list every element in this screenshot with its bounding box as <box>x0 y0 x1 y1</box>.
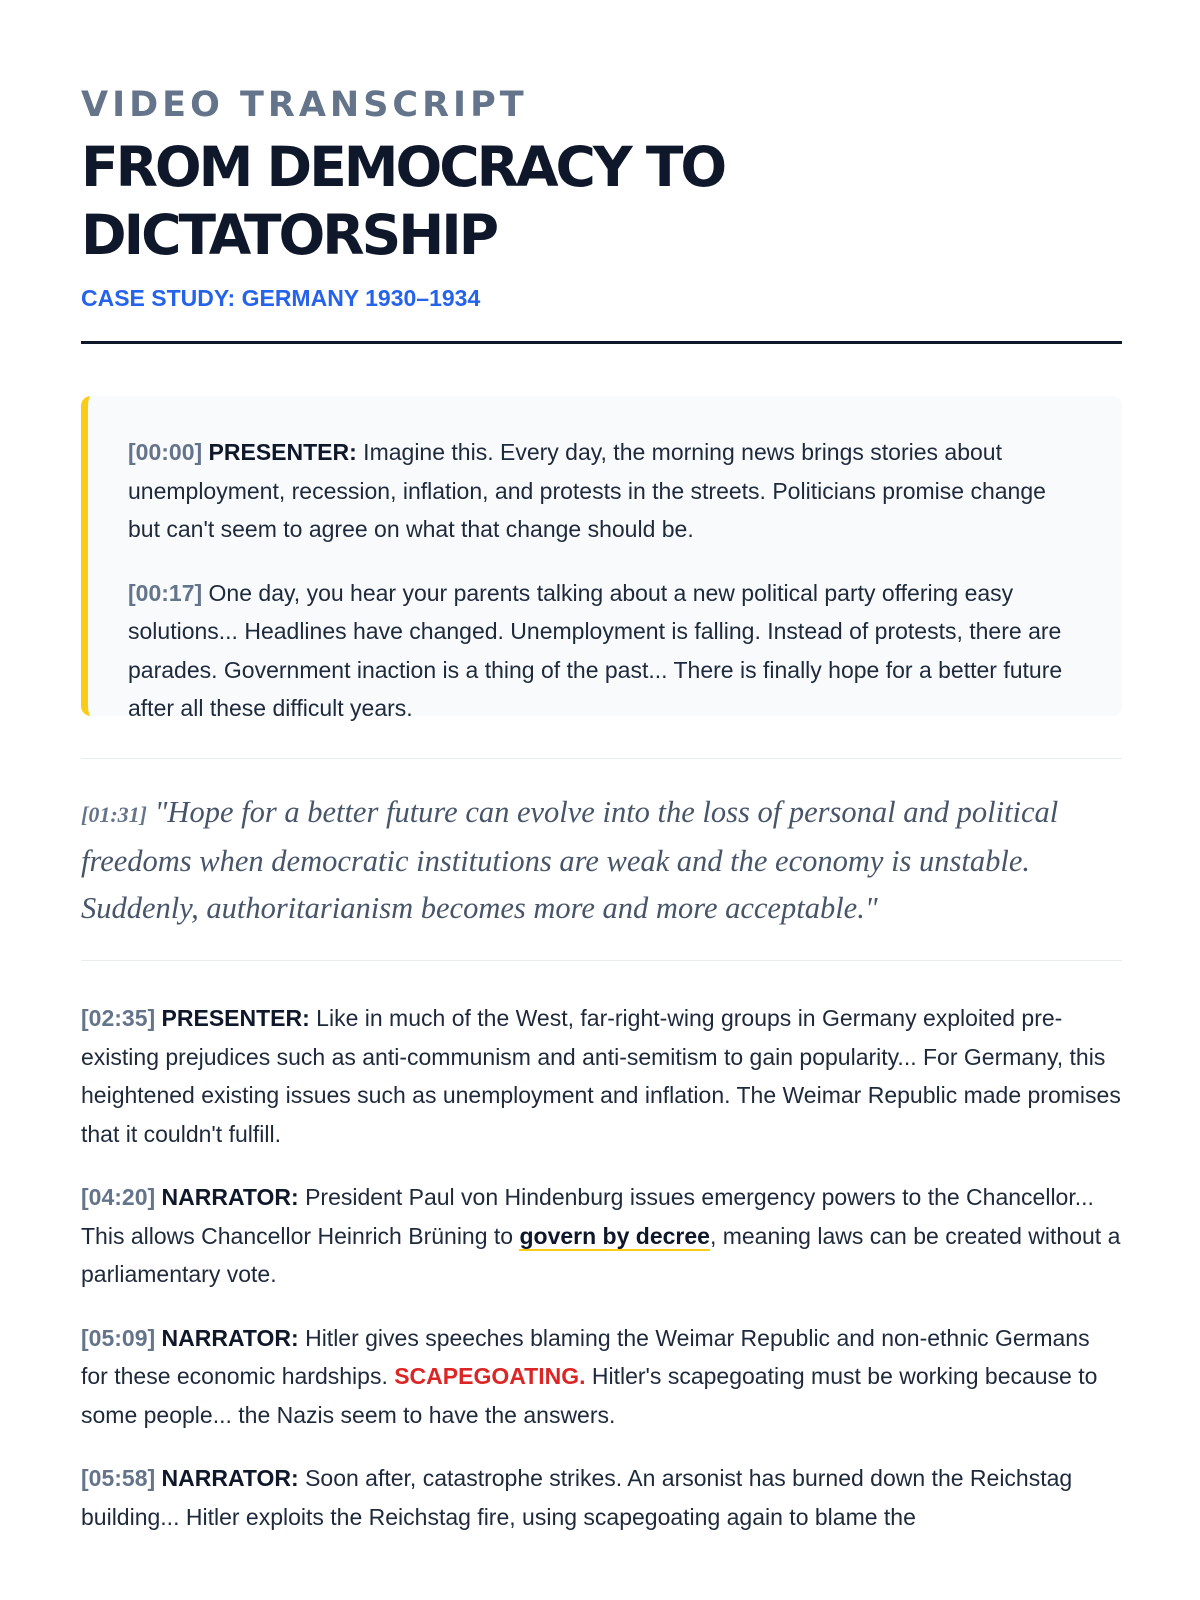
paragraph-text: Like in much of the West, far-right-wing groups in Germany exploited pre-existing prejudices such as anti-communism and anti-semitism to gain popularity... For Germany, this heightened existing issues such as unemployment and inflation. The Weimar Republic made promises that it couldn't fulfill. <box>81 1005 1121 1147</box>
timestamp: [01:31] <box>81 802 147 827</box>
speaker-label: NARRATOR: <box>161 1324 299 1351</box>
paragraph-text: Hitler's scapegoating must be working because to some people... the Nazis seem to have the answers. <box>81 1363 1098 1428</box>
speaker-label: NARRATOR: <box>161 1184 299 1210</box>
timestamp: [04:20] <box>81 1184 156 1210</box>
title-line-2: DICTATORSHIP <box>81 203 497 267</box>
quote-bottom-divider <box>81 960 1122 961</box>
transcript-paragraph <box>81 1319 1122 1435</box>
paragraph-text: Hitler gives speeches blaming the Weimar Republic and non-ethnic Germans for these economic hardships. <box>81 1324 1090 1389</box>
title-line-1: FROM DEMOCRACY TO <box>81 135 725 199</box>
paragraph-text: Soon after, catastrophe strikes. An arsonist has burned down the Reichstag building... Hitler exploits the Reichstag fire, using scapegoating again to blame the <box>81 1465 1073 1530</box>
paragraph-text: Imagine this. Every day, the morning news brings stories about unemployment, recession, inflation, and protests in the streets. Politicians promise change but can't seem to agree on what that change should be. <box>128 439 1046 542</box>
timestamp: [05:09] <box>81 1324 156 1351</box>
transcript-page <box>81 80 1122 1561</box>
timestamp: [00:00] <box>128 439 203 465</box>
paragraph-text: One day, you hear your parents talking about a new political party offering easy solutions... Headlines have changed. Unemployment is falling. Instead of protests, there are parades. Government inaction is a thing of the past... There is finally hope for a better future after all these difficult years. <box>128 579 1063 721</box>
quote-text: "Hope for a better future can evolve into the loss of personal and political freedoms when democratic institutions are weak and the economy is unstable. Suddenly, authoritarianism becomes more and more acceptable." <box>81 795 1059 925</box>
document-header <box>81 80 1122 344</box>
pull-quote <box>81 789 1122 932</box>
pull-quote-section <box>81 758 1122 961</box>
transcript-paragraph <box>81 1178 1122 1294</box>
speaker-label: PRESENTER: <box>208 439 357 465</box>
paragraph-text: President Paul von Hindenburg issues emergency powers to the Chancellor... This allows Chancellor Heinrich Brüning to <box>81 1184 1094 1249</box>
timestamp: [02:35] <box>81 1005 156 1031</box>
intro-callout <box>81 396 1122 721</box>
speaker-label: PRESENTER: <box>161 1005 310 1031</box>
transcript-body <box>81 999 1122 1536</box>
eyebrow-label: VIDEO TRANSCRIPT <box>81 85 528 125</box>
speaker-label: NARRATOR: <box>161 1465 299 1491</box>
transcript-paragraph <box>81 1459 1122 1536</box>
intro-paragraph-2 <box>128 574 1082 728</box>
alert-keyword: SCAPEGOATING. <box>394 1363 586 1389</box>
quote-top-divider <box>81 758 1122 759</box>
timestamp: [05:58] <box>81 1465 156 1491</box>
key-term-highlight: govern by decree <box>519 1222 710 1249</box>
timestamp: [00:17] <box>128 579 203 606</box>
intro-paragraph-1 <box>128 433 1082 549</box>
transcript-paragraph <box>81 999 1122 1153</box>
page-title <box>81 133 1122 269</box>
header-divider <box>81 341 1122 344</box>
case-study-subtitle: CASE STUDY: GERMANY 1930–1934 <box>81 285 481 311</box>
paragraph-text: , meaning laws can be created without a parliamentary vote. <box>81 1222 1121 1287</box>
